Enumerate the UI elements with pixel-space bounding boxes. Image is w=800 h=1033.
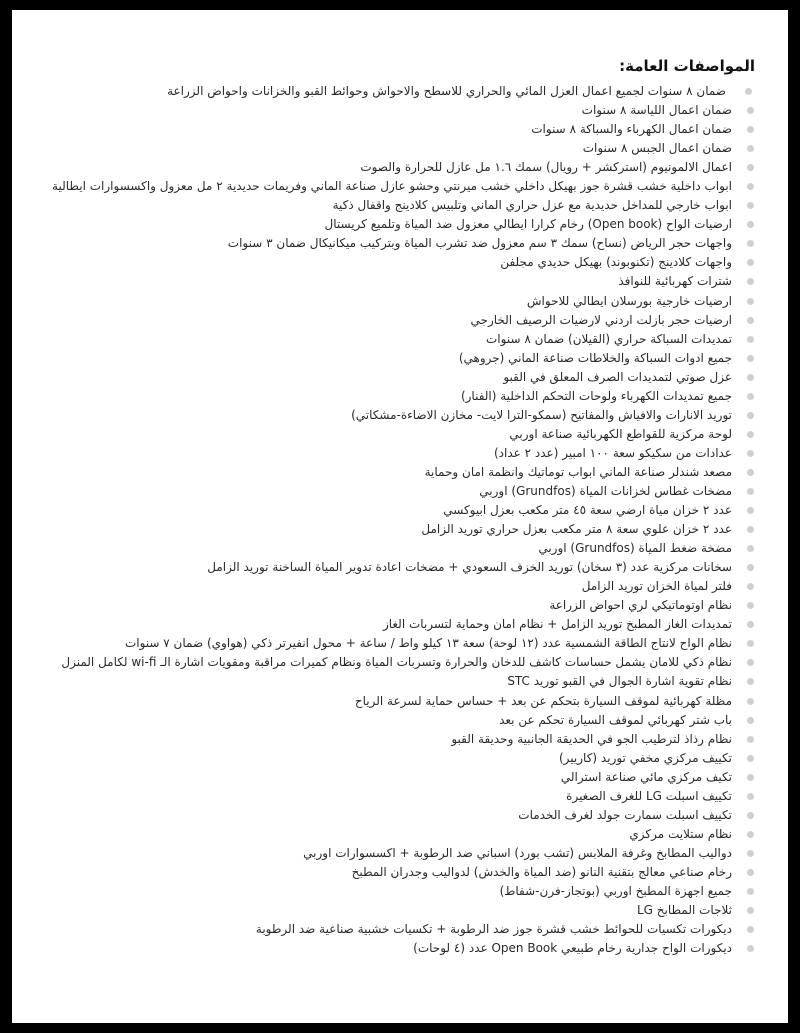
spec-item [52,139,756,158]
bullet-icon [747,355,754,362]
spec-item [52,272,756,291]
spec-item-text: نظام رذاذ لترطيب الجو في الحديقة الجانبية وحديقة القبو [451,731,732,746]
spec-item-text: ضمان ٨ سنوات لجميع اعمال العزل المائي والحراري للاسطح والاحواش وحوائط القبو والخزانات واحواض الزراعة [167,84,726,98]
spec-item [52,634,756,653]
spec-item [52,196,756,215]
spec-item [52,768,756,787]
spec-item [52,444,756,463]
bullet-icon [747,145,754,152]
bullet-icon [747,717,754,724]
spec-item-text: تمديدات الغاز المطبخ توريد الزامل + نظام امان وحماية لتسربات الغاز [382,617,732,632]
spec-item [52,349,756,368]
spec-item [52,311,756,330]
bullet-icon [747,564,754,571]
spec-item [52,692,756,711]
spec-item-text: توريد الانارات والافياش والمفاتيح (سمكو-الترا لايت- مخازن الاضاءة-مشكاتي) [351,407,732,422]
spec-item-text: نظام اوتوماتيكي لري احواض الزراعة [549,598,732,613]
bullet-icon [747,450,754,457]
bullet-icon [747,126,754,133]
bullet-icon [747,221,754,228]
spec-item-text: ديكورات الواح جدارية رخام طبيعي Open Book عدد (٤ لوحات) [413,941,732,956]
bullet-icon [747,317,754,324]
spec-item-text: ديكورات تكسيات للحوائط خشب قشرة جوز ضد الرطوبة + تكسيات خشبية صناعية ضد الرطوبة [255,922,732,937]
bullet-icon [747,583,754,590]
bullet-icon [747,526,754,533]
bullet-icon [747,774,754,781]
spec-item [52,558,756,577]
bullet-icon [747,926,754,933]
spec-item-text: اعمال الالمونيوم (استركشر + رويال) سمك ١.٦ مل عازل للحرارة والصوت [360,160,732,175]
spec-item-text: عدادات من سكيكو سعة ١٠٠ امبير (عدد ٢ عداد) [494,445,732,460]
bullet-icon [747,869,754,876]
spec-item-text: جميع تمديدات الكهرباء ولوحات التحكم الداخلية (الفنار) [460,388,732,403]
bullet-icon [747,640,754,647]
bullet-icon [747,412,754,419]
spec-item-text: نظام ذكي للامان يشمل حساسات كاشف للدخان والحرارة وتسربات المياة ونظام كميرات مراقبة ومقويات اشارة الـ wi-fi لكامل المنزل [61,655,732,670]
spec-item-text: تكييف اسبلت LG للغرف الصغيرة [566,788,732,803]
bullet-icon [747,907,754,914]
spec-item-text: نظام تقوية اشارة الجوال في القبو توريد STC [507,674,732,689]
spec-item [52,215,756,234]
spec-item-text: دواليب المطابخ وغرفة الملابس (تشب بورد) اسباني ضد الرطوبة + اكسسوارات اوربي [303,845,732,860]
bullet-icon [747,202,754,209]
specifications-page [12,10,788,1023]
spec-item [52,501,756,520]
bullet-icon [747,469,754,476]
bullet-icon [747,698,754,705]
spec-item-text: مضخات غطاس لخزانات المياة (Grundfos) اوربي [479,483,732,498]
spec-item [52,882,756,901]
spec-item [52,653,756,672]
bullet-icon [747,431,754,438]
spec-item [52,425,756,444]
spec-item-text: تكييف مركزي مخفي توريد (كاريير) [559,750,732,765]
specifications-list [52,82,756,958]
spec-item-text: جميع ادوات السباكة والخلاطات صناعة الماني (جروهي) [458,350,732,365]
spec-item-text: ثلاجات المطابخ LG [637,903,732,918]
spec-item [52,806,756,825]
spec-item-text: باب شتر كهربائي لموقف السيارة تحكم عن بعد [499,712,732,727]
bullet-icon [747,793,754,800]
spec-item-text: ابواب خارجي للمداخل حديدية مع عزل حراري الماني وتلبيس كلادينج واقفال ذكية [332,198,732,213]
page-title: المواصفات العامة: [619,57,755,75]
spec-item-text: مصعد شندلر صناعة الماني ابواب توماتيك وانظمة امان وحماية [424,464,732,479]
spec-item [52,330,756,349]
spec-item-text: ابواب داخلية خشب قشرة جوز بهيكل داخلي خشب ميرنتي وحشو عازل صناعة الماني وفريمات حديدية ٢ مل معزول واكسسوارات ايطالية [52,179,732,194]
bullet-icon [747,678,754,685]
spec-item-text: رخام صناعي معالج بتقنية النانو (ضد المياة والخدش) لدواليب وجدران المطبخ [351,864,732,879]
bullet-icon [747,278,754,285]
spec-item [52,730,756,749]
spec-item-text: شترات كهربائية للنوافذ [618,274,732,289]
spec-item [52,615,756,634]
spec-item [52,101,756,120]
bullet-icon [747,374,754,381]
spec-item [52,749,756,768]
spec-item-text: ارضيات الواح (Open book) رخام كرارا ايطالي معزول ضد المياة وتلميع كريستال [324,217,732,232]
spec-item-text: مظلة كهربائية لموقف السيارة بتحكم عن بعد + حساس حماية لسرعة الرياح [354,693,732,708]
spec-item [52,234,756,253]
spec-item-text: نظام الواح لانتاج الطاقة الشمسية عدد (١٢ لوحة) سعة ١٣ كيلو واط / ساعة + محول انفيرتر ذكي (هواوي) ضمان ٧ سنوات [124,636,732,651]
spec-item-text: واجهات كلادينج (تكنوبوند) بهيكل حديدي مجلفن [500,255,732,270]
spec-item-text: فلتر لمياة الخزان توريد الزامل [581,579,732,594]
spec-item [52,520,756,539]
spec-item [52,539,756,558]
spec-item-text: ارضيات حجر بازلت اردني لارضيات الرصيف الخارجي [470,312,732,327]
spec-item-text: ضمان اعمال الكهرباء والسباكة ٨ سنوات [531,122,732,137]
spec-item [52,787,756,806]
bullet-icon [747,507,754,514]
bullet-icon [747,107,754,114]
spec-item-text: تكييف اسبلت سمارت جولد لغرف الخدمات [518,807,732,822]
bullet-icon [747,602,754,609]
bullet-icon [747,545,754,552]
spec-item [52,825,756,844]
bullet-icon [747,850,754,857]
spec-item [52,292,756,311]
bullet-icon [745,88,752,95]
bullet-icon [747,736,754,743]
spec-item-text: سخانات مركزية عدد (٣ سخان) توريد الخزف السعودي + مضخات اعادة تدوير المياة الساخنة توريد الزامل [207,560,732,575]
spec-item [52,406,756,425]
bullet-icon [747,336,754,343]
bullet-icon [747,812,754,819]
spec-item [52,901,756,920]
bullet-icon [747,659,754,666]
spec-item-text: تكيف مركزي مائي صناعة استرالي [560,769,732,784]
bullet-icon [747,755,754,762]
spec-item-text: تمديدات السباكة حراري (القيلان) ضمان ٨ سنوات [486,331,732,346]
spec-item [52,863,756,882]
spec-item [52,920,756,939]
spec-item-text: ارضيات خارجية بورسلان ايطالي للاحواش [526,293,732,308]
spec-item-text: واجهات حجر الرياض (نساح) سمك ٣ سم معزول ضد تشرب المياة وبتركيب ميكانيكال ضمان ٣ سنوات [227,236,732,251]
bullet-icon [747,488,754,495]
spec-item [52,253,756,272]
bullet-icon [747,298,754,305]
spec-item [52,387,756,406]
spec-item [52,82,756,101]
spec-item [52,158,756,177]
spec-item [52,120,756,139]
spec-item [52,577,756,596]
spec-item-text: ضمان اعمال اللياسة ٨ سنوات [581,103,732,118]
bullet-icon [747,183,754,190]
spec-item-text: ضمان اعمال الجبس ٨ سنوات [582,141,732,156]
spec-item [52,672,756,691]
spec-item [52,711,756,730]
spec-item [52,844,756,863]
spec-item-text: عدد ٢ خزان علوي سعة ٨ متر مكعب بعزل حراري توريد الزامل [421,522,732,537]
bullet-icon [747,621,754,628]
spec-item-text: عزل صوتي لتمديدات الصرف المعلق في القبو [503,369,732,384]
bullet-icon [747,259,754,266]
bullet-icon [747,945,754,952]
bullet-icon [747,240,754,247]
spec-item-text: لوحة مركزية للقواطع الكهربائية صناعة اوربي [509,426,732,441]
bullet-icon [747,888,754,895]
spec-item [52,596,756,615]
spec-item [52,482,756,501]
bullet-icon [747,393,754,400]
bullet-icon [747,831,754,838]
spec-item-text: عدد ٢ خزان مياة ارضي سعة ٤٥ متر مكعب بعزل ابيوكسي [443,503,732,518]
spec-item-text: نظام ستلايت مركزي [629,826,732,841]
spec-item [52,463,756,482]
spec-item-text: مضخة ضغط المياة (Grundfos) اوربي [538,541,732,556]
bullet-icon [747,164,754,171]
spec-item [52,368,756,387]
spec-item [52,939,756,958]
spec-item [52,177,756,196]
spec-item-text: جميع اجهزة المطبخ اوربي (بوتجاز-فرن-شفاط) [499,883,732,898]
